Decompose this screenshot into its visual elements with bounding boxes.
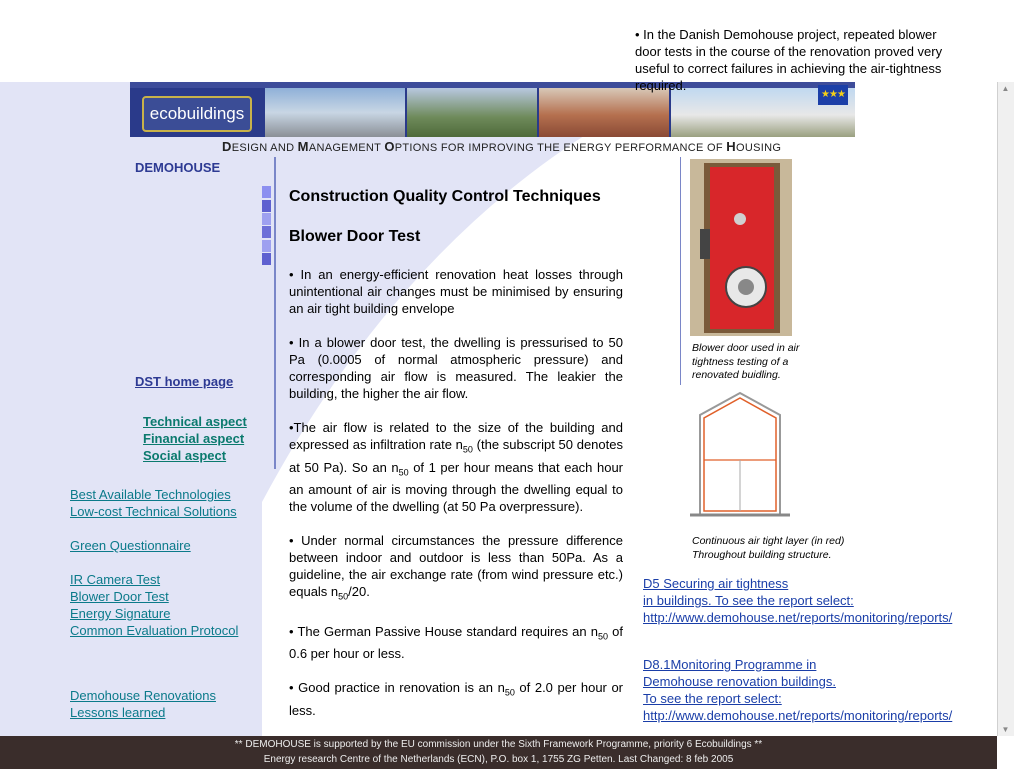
- blower-door-test-link[interactable]: Blower Door Test: [70, 589, 169, 604]
- vertical-scrollbar[interactable]: [997, 82, 1014, 736]
- divider: [274, 157, 276, 469]
- building-photo: [265, 88, 405, 137]
- d5-report-text-link[interactable]: in buildings. To see the report select:: [643, 593, 854, 608]
- air-tight-layer-diagram: [680, 385, 800, 525]
- paragraph: •The air flow is related to the size of the building and expressed as infiltration rate $n_{50}$ (the subscript 50 denotes at 50 Pa). So an $n_{50}$ of 1 per hour means that each hour an amount of air is moving through the dwelling equal to the volume of the dwelling (at 50 Pa overpressure).: [289, 420, 624, 515]
- eu-flag-icon: ★★★: [818, 85, 848, 105]
- blower-door-photo: [690, 159, 792, 336]
- footer-line: Energy research Centre of the Netherlands (ECN), P.O. box 1, 1755 ZG Petten. Last Changed: 8 feb 2005: [263, 754, 734, 765]
- section-title: DEMOHOUSE: [135, 160, 221, 175]
- page-title: Construction Quality Control Techniques: [289, 188, 601, 205]
- technical-aspect-link[interactable]: Technical aspect: [143, 414, 247, 429]
- paragraph: • Under normal circumstances the pressure difference between indoor and outdoor is less than 50Pa. As a guideline, the air exchange rate (from wind pressure etc.) equals $n_{50}/20$.: [289, 533, 623, 602]
- diagram-caption: Continuous air tight layer (in red) Throughout building structure.: [692, 535, 845, 561]
- nav-square: [262, 200, 271, 212]
- paragraph: • In a blower door test, the dwelling is pressurised to 50 Pa (0.0005 of normal atmospheric pressure) and corresponding air flow is measured. The leakier the building, the higher the air flow.: [289, 335, 623, 401]
- d8-report-subtitle-link[interactable]: Demohouse renovation buildings.: [643, 674, 836, 689]
- dst-home-link[interactable]: DST home page: [135, 374, 234, 389]
- demohouse-renovations-link[interactable]: Demohouse Renovations: [70, 688, 216, 703]
- d8-report-title-link[interactable]: D8.1Monitoring Programme in: [643, 657, 817, 672]
- best-available-technologies-link[interactable]: Best Available Technologies: [70, 487, 231, 502]
- building-photo: [539, 88, 669, 137]
- ecobuildings-logo: ecobuildings: [142, 96, 252, 132]
- nav-square: [262, 213, 271, 225]
- lessons-learned-link[interactable]: Lessons learned: [70, 705, 166, 720]
- nav-square: [262, 186, 271, 198]
- paragraph: • The German Passive House standard requires an $n_{50}$ of 0.6 per hour or less.: [289, 623, 623, 662]
- top-note: • In the Danish Demohouse project, repeated blower door tests in the course of the renovation proved very useful to correct failures in achieving the air-tightness required.: [635, 27, 943, 93]
- paragraph: • In an energy-efficient renovation heat losses through unintentional air changes must be minimised by ensuring an air tight building envelope: [289, 267, 623, 316]
- d5-report-url-link[interactable]: http://www.demohouse.net/reports/monitoring/reports/: [643, 610, 953, 625]
- common-evaluation-protocol-link[interactable]: Common Evaluation Protocol: [70, 623, 239, 638]
- scroll-up-arrow-icon[interactable]: ▲: [1001, 84, 1010, 93]
- d5-report-title-link[interactable]: D5 Securing air tightness: [643, 576, 789, 591]
- header-tagline: DESIGN AND MANAGEMENT OPTIONS FOR IMPROVING THE ENERGY PERFORMANCE OF HOUSING: [222, 139, 782, 154]
- d8-report-text-link[interactable]: To see the report select:: [643, 691, 782, 706]
- footer-line: ** DEMOHOUSE is supported by the EU commission under the Sixth Framework Programme, priority 6 Ecobuildings **: [234, 739, 763, 750]
- page-subtitle: Blower Door Test: [289, 228, 421, 245]
- paragraph: • Good practice in renovation is an $n_{50}$ of 2.0 per hour or less.: [289, 680, 624, 718]
- nav-square: [262, 226, 271, 238]
- footer: [0, 736, 997, 769]
- scroll-down-arrow-icon[interactable]: ▼: [1001, 725, 1010, 734]
- building-photo: [407, 88, 537, 137]
- photo-caption: Blower door used in air tightness testing of a renovated buidling.: [692, 342, 800, 381]
- social-aspect-link[interactable]: Social aspect: [143, 448, 227, 463]
- nav-square: [262, 240, 271, 252]
- d8-report-url-link[interactable]: http://www.demohouse.net/reports/monitoring/reports/: [643, 708, 953, 723]
- ir-camera-test-link[interactable]: IR Camera Test: [70, 572, 161, 587]
- green-questionnaire-link[interactable]: Green Questionnaire: [70, 538, 191, 553]
- low-cost-solutions-link[interactable]: Low-cost Technical Solutions: [70, 504, 237, 519]
- main-content: [289, 188, 623, 736]
- financial-aspect-link[interactable]: Financial aspect: [143, 431, 245, 446]
- nav-square: [262, 253, 271, 265]
- energy-signature-link[interactable]: Energy Signature: [70, 606, 171, 621]
